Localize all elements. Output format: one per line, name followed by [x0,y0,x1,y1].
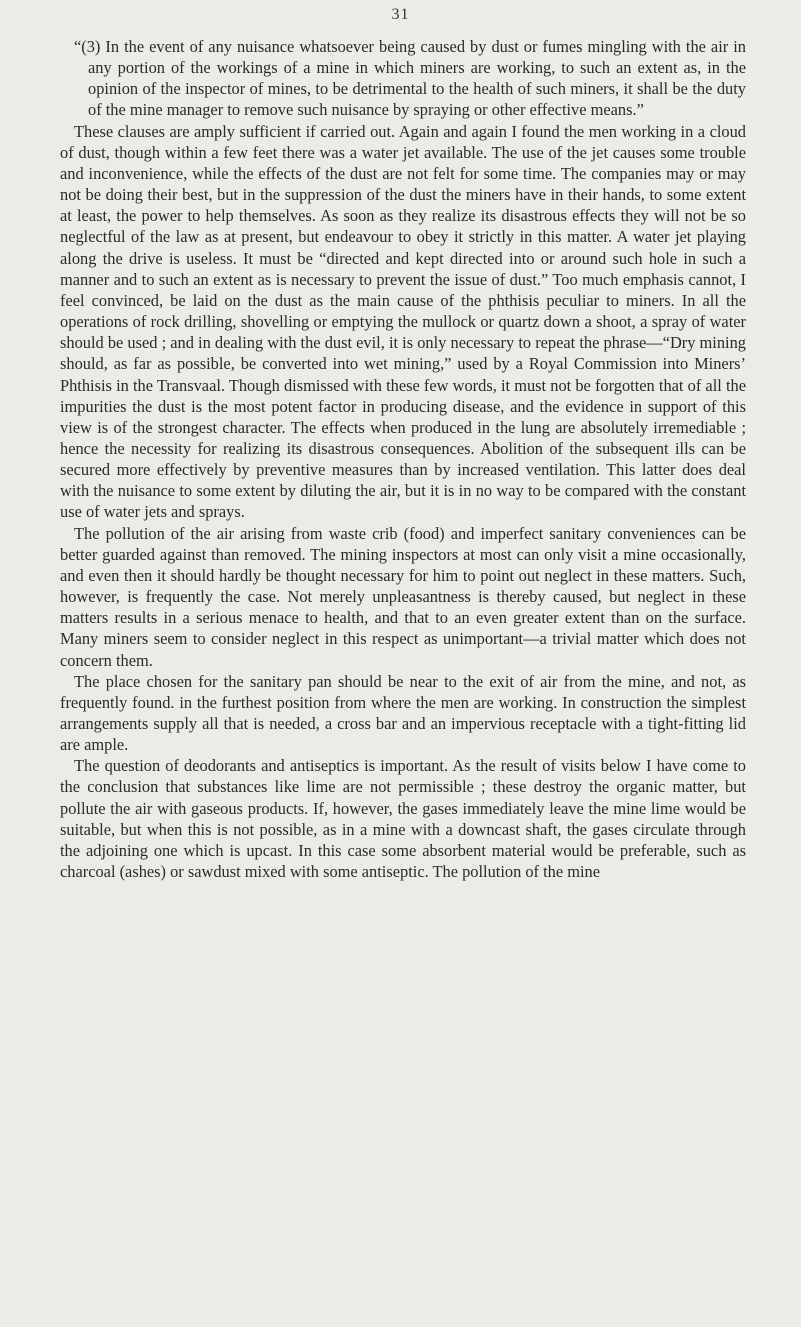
body-text [60,36,746,882]
page-number: 31 [391,6,410,23]
quoted-regulation-paragraph: “(3) In the event of any nuisance whatsoever being caused by dust or fumes mingling with the air in any portion of the workings of a mine in which miners are working, to such an extent as, in the opinion of the inspector of mines, to be detrimental to the health of such miners, it shall be the duty of the mine manager to remove such nuisance by spraying or other effective means.” [74,37,746,120]
paragraph-sanitary-pan: The place chosen for the sanitary pan should be near to the exit of air from the mine, and not, as frequently found. in the furthest position from where the men are working. In construction the simplest arrangements supply all that is needed, a cross bar and an impervious receptacle with a tight-fitting lid are ample. [60,671,746,755]
paragraph-deodorants: The question of deodorants and antiseptics is important. As the result of visits below I have come to the conclusion that substances like lime are not permissible ; these destroy the organic matter, but pollute the air with gaseous products. If, however, the gases immediately leave the mine lime would be suitable, but when this is not possible, as in a mine with a downcast shaft, the gases circulate through the adjoining one which is upcast. In this case some absorbent material would be preferable, such as charcoal (ashes) or sawdust mixed with some antiseptic. The pollution of the mine [60,756,746,882]
paragraph-pollution: The pollution of the air arising from waste crib (food) and imperfect sanitary conveniences can be better guarded against than removed. The mining inspectors at most can only visit a mine occasionally, and even then it should hardly be thought necessary for him to point out neglect in these matters. Such, however, is frequently the case. Not merely unpleasantness is thereby caused, but neglect in these matters results in a serious menace to health, and that to an even greater extent than on the surface. Many miners seem to consider neglect in this respect as unimportant—a trivial matter which does not concern them. [60,523,746,670]
paragraph-dust: These clauses are amply sufficient if carried out. Again and again I found the men working in a cloud of dust, though within a few feet there was a water jet available. The use of the jet causes some trouble and inconvenience, while the effects of the dust are not felt for some time. The companies may or may not be doing their best, but in the suppression of the dust the miners have in their hands, to some extent at least, the power to help themselves. As soon as they realize its disastrous effects they will not be so neglectful of the law as at present, but endeavour to obey it strictly in this matter. A water jet playing along the drive is useless. It must be “directed and kept directed into or around such hole in such a manner and to such an extent as is necessary to prevent the issue of dust.” Too much emphasis cannot, I feel convinced, be laid on the dust as the main cause of the phthisis peculiar to miners. In all the operations of rock drilling, shovelling or emptying the mullock or quartz down a shoot, a spray of water should be used ; and in dealing with the dust evil, it is only necessary to repeat the phrase—“Dry mining should, as far as possible, be converted into wet mining,” used by a Royal Commission into Miners’ Phthisis in the Transvaal. Though dismissed with these few words, it must not be forgotten that of all the impurities the dust is the most potent factor in producing disease, and the evidence in support of this view is of the strongest character. The effects when produced in the lung are absolutely irremediable ; hence the necessity for realizing its disastrous consequences. Abolition of the subsequent ills can be secured more effectively by preventive measures than by increased ventilation. This latter does deal with the nuisance to some extent by diluting the air, but it is in no way to be compared with the constant use of water jets and sprays. [60,121,746,522]
